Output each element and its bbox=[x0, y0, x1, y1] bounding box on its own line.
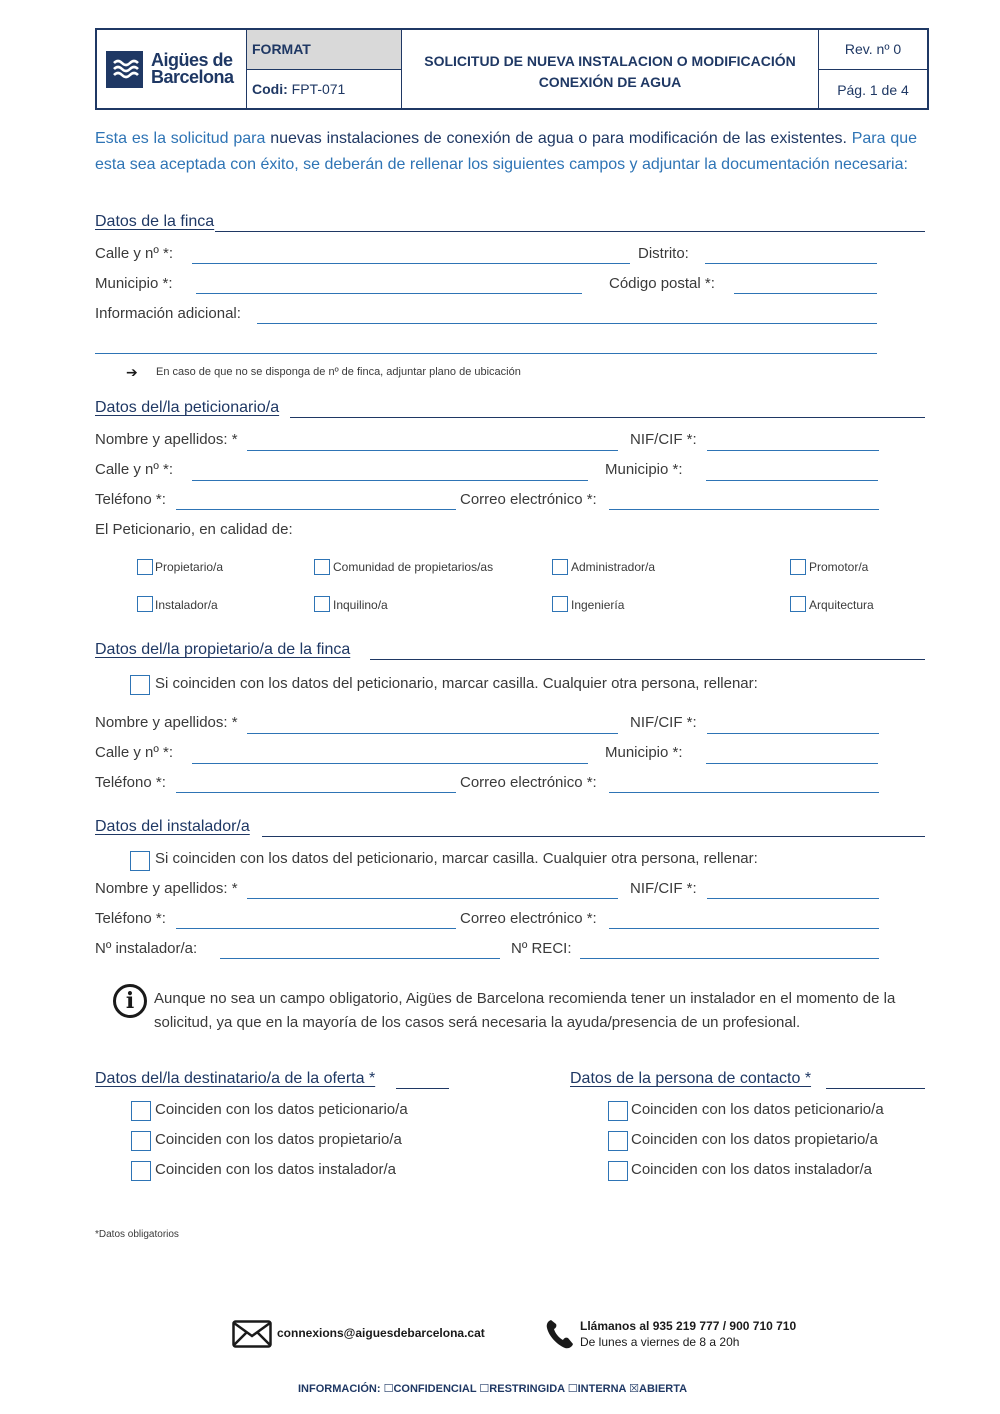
intro-paragraph bbox=[95, 126, 917, 178]
format-label: FORMAT bbox=[247, 30, 402, 70]
info-text: Aunque no sea un campo obligatorio, Aigües de Barcelona recomienda tener un instalador en el momento de la solicitud, ya que en la mayoría de los casos será necesaria la ayuda/presencia de un profesional. bbox=[154, 990, 896, 1031]
label-telefono: Teléfono *: bbox=[95, 910, 166, 927]
document-title bbox=[402, 30, 819, 108]
section-rule bbox=[215, 231, 925, 232]
checkbox-arquitectura[interactable] bbox=[790, 596, 806, 612]
class-restringida: RESTRINGIDA bbox=[489, 1383, 565, 1395]
input-num-instalador[interactable] bbox=[220, 958, 500, 959]
document-header bbox=[95, 28, 929, 110]
label-municipio: Municipio *: bbox=[95, 275, 173, 292]
class-confidencial: CONFIDENCIAL bbox=[393, 1383, 477, 1395]
label-calle: Calle y nº *: bbox=[95, 245, 174, 262]
section-rule bbox=[396, 1088, 449, 1089]
intro-part-2: Para que esta sea aceptada con éxito, se deberán de rellenar los siguientes campos y adjuntar la documentación necesaria: bbox=[95, 130, 918, 173]
footnote: *Datos obligatorios bbox=[95, 1229, 179, 1240]
section-title-propietario: Datos del/la propietario/a de la finca bbox=[95, 641, 351, 658]
input-reci[interactable] bbox=[580, 958, 879, 959]
title-line-2: CONEXIÓN DE AGUA bbox=[538, 74, 682, 90]
input-correo[interactable] bbox=[609, 792, 879, 793]
checkbox-comunidad[interactable] bbox=[314, 559, 330, 575]
checkbox-propietario[interactable] bbox=[137, 559, 153, 575]
input-municipio[interactable] bbox=[196, 293, 582, 294]
checkbox-destinatario-propietario[interactable] bbox=[131, 1131, 151, 1151]
section-title-instalador: Datos del instalador/a bbox=[95, 818, 250, 835]
checkbox-empty-icon: ☐ bbox=[567, 1383, 578, 1395]
label-nif: NIF/CIF *: bbox=[630, 431, 697, 448]
revision: Rev. nº 0 bbox=[819, 30, 927, 70]
checkbox-label: Ingeniería bbox=[571, 598, 625, 612]
input-calle[interactable] bbox=[192, 763, 588, 764]
input-info-adicional-2[interactable] bbox=[95, 353, 877, 354]
intro-highlight: nuevas instalaciones de conexión de agua o para modificación de las existentes. bbox=[270, 130, 847, 147]
intro-part-1: Esta es la solicitud para bbox=[95, 130, 271, 147]
codi-value: FPT-071 bbox=[291, 81, 346, 97]
input-correo[interactable] bbox=[609, 509, 879, 510]
checkbox-label: Comunidad de propietarios/as bbox=[333, 560, 494, 574]
input-correo[interactable] bbox=[609, 928, 879, 929]
checkbox-contacto-instalador[interactable] bbox=[608, 1161, 628, 1181]
input-calle[interactable] bbox=[192, 480, 588, 481]
input-calle[interactable] bbox=[192, 263, 630, 264]
footer-email[interactable]: connexions@aiguesdebarcelona.cat bbox=[277, 1326, 485, 1340]
input-codigo-postal[interactable] bbox=[734, 293, 877, 294]
input-distrito[interactable] bbox=[705, 263, 877, 264]
check-label: Si coinciden con los datos del peticionario, marcar casilla. Cualquier otra persona, rellenar: bbox=[155, 675, 758, 692]
label-calle: Calle y nº *: bbox=[95, 744, 174, 761]
checkbox-promotor[interactable] bbox=[790, 559, 806, 575]
input-telefono[interactable] bbox=[176, 509, 456, 510]
option-label: Coinciden con los datos instalador/a bbox=[155, 1161, 396, 1178]
logo-text bbox=[151, 52, 234, 86]
checkbox-empty-icon: ☐ bbox=[479, 1383, 490, 1395]
option-label: Coinciden con los datos propietario/a bbox=[155, 1131, 402, 1148]
label-nombre: Nombre y apellidos: * bbox=[95, 714, 238, 731]
input-info-adicional[interactable] bbox=[257, 323, 877, 324]
section-title-peticionario: Datos del/la peticionario/a bbox=[95, 399, 280, 416]
title-line-1: SOLICITUD DE NUEVA INSTALACION O MODIFICACIÓN bbox=[424, 53, 796, 69]
waves-logo-icon bbox=[106, 51, 143, 88]
option-label: Coinciden con los datos peticionario/a bbox=[155, 1101, 408, 1118]
section-title-destinatario: Datos del/la destinatario/a de la oferta * bbox=[95, 1070, 376, 1087]
option-label: Coinciden con los datos instalador/a bbox=[631, 1161, 872, 1178]
phone-icon bbox=[545, 1318, 575, 1355]
input-nif[interactable] bbox=[707, 898, 879, 899]
section-rule bbox=[826, 1088, 925, 1089]
checkbox-propietario-coincide[interactable] bbox=[130, 675, 150, 695]
envelope-icon bbox=[232, 1320, 272, 1353]
input-nombre[interactable] bbox=[247, 733, 618, 734]
checkbox-label: Promotor/a bbox=[809, 560, 869, 574]
label-calle: Calle y nº *: bbox=[95, 461, 174, 478]
checkbox-empty-icon: ☐ bbox=[383, 1383, 394, 1395]
check-label: Si coinciden con los datos del peticionario, marcar casilla. Cualquier otra persona, rellenar: bbox=[155, 850, 758, 867]
checkbox-ingenieria[interactable] bbox=[552, 596, 568, 612]
label-nombre: Nombre y apellidos: * bbox=[95, 431, 238, 448]
input-nombre[interactable] bbox=[247, 898, 618, 899]
checkbox-label: Arquitectura bbox=[809, 598, 874, 612]
input-nombre[interactable] bbox=[247, 450, 618, 451]
checkbox-instalador[interactable] bbox=[137, 596, 153, 612]
checkbox-destinatario-instalador[interactable] bbox=[131, 1161, 151, 1181]
checkbox-label: Instalador/a bbox=[155, 598, 218, 612]
logo-line-1: Aigües de bbox=[151, 50, 233, 70]
label-correo: Correo electrónico *: bbox=[460, 774, 597, 791]
option-label: Coinciden con los datos peticionario/a bbox=[631, 1101, 884, 1118]
checkbox-contacto-propietario[interactable] bbox=[608, 1131, 628, 1151]
section-rule bbox=[262, 836, 925, 837]
checkbox-label: Administrador/a bbox=[571, 560, 656, 574]
section-title-contacto: Datos de la persona de contacto * bbox=[570, 1070, 812, 1087]
label-calidad: El Peticionario, en calidad de: bbox=[95, 521, 293, 538]
finca-note: En caso de que no se disponga de nº de finca, adjuntar plano de ubicación bbox=[156, 366, 521, 378]
label-municipio: Municipio *: bbox=[605, 744, 683, 761]
logo bbox=[97, 30, 247, 108]
label-nif: NIF/CIF *: bbox=[630, 714, 697, 731]
checkbox-destinatario-peticionario[interactable] bbox=[131, 1101, 151, 1121]
label-reci: Nº RECI: bbox=[511, 940, 572, 957]
input-municipio[interactable] bbox=[706, 763, 878, 764]
label-municipio: Municipio *: bbox=[605, 461, 683, 478]
class-interna: INTERNA bbox=[577, 1383, 627, 1395]
checkbox-inquilino[interactable] bbox=[314, 596, 330, 612]
input-nif[interactable] bbox=[707, 450, 879, 451]
logo-line-2: Barcelona bbox=[151, 67, 234, 87]
input-telefono[interactable] bbox=[176, 928, 456, 929]
page-number: Pág. 1 de 4 bbox=[837, 82, 909, 98]
checkbox-contacto-peticionario[interactable] bbox=[608, 1101, 628, 1121]
option-label: Coinciden con los datos propietario/a bbox=[631, 1131, 878, 1148]
section-rule bbox=[370, 659, 925, 660]
section-title-finca: Datos de la finca bbox=[95, 213, 215, 230]
label-distrito: Distrito: bbox=[638, 245, 689, 262]
input-telefono[interactable] bbox=[176, 792, 456, 793]
checkbox-instalador-coincide[interactable] bbox=[130, 851, 150, 871]
class-abierta: ABIERTA bbox=[639, 1383, 688, 1395]
input-nif[interactable] bbox=[707, 733, 879, 734]
label-codigo-postal: Código postal *: bbox=[609, 275, 715, 292]
classification-label: INFORMACIÓN: bbox=[298, 1383, 381, 1395]
checkbox-label: Inquilino/a bbox=[333, 598, 388, 612]
classification-bar bbox=[298, 1382, 687, 1395]
label-num-instalador: Nº instalador/a: bbox=[95, 940, 198, 957]
codi-label: Codi: bbox=[252, 81, 288, 97]
label-info-adicional: Información adicional: bbox=[95, 305, 241, 322]
label-telefono: Teléfono *: bbox=[95, 774, 166, 791]
checkbox-checked-icon: ☒ bbox=[629, 1383, 640, 1395]
label-nif: NIF/CIF *: bbox=[630, 880, 697, 897]
arrow-right-icon: ➔ bbox=[126, 364, 138, 380]
input-municipio[interactable] bbox=[706, 480, 878, 481]
label-correo: Correo electrónico *: bbox=[460, 910, 597, 927]
section-rule bbox=[290, 417, 925, 418]
document-code bbox=[247, 70, 402, 108]
checkbox-label: Propietario/a bbox=[155, 560, 224, 574]
checkbox-administrador[interactable] bbox=[552, 559, 568, 575]
footer-hours: De lunes a viernes de 8 a 20h bbox=[580, 1335, 740, 1349]
info-icon: i bbox=[113, 984, 147, 1018]
label-correo: Correo electrónico *: bbox=[460, 491, 597, 508]
label-nombre: Nombre y apellidos: * bbox=[95, 880, 238, 897]
footer-phone: Llámanos al 935 219 777 / 900 710 710 bbox=[580, 1319, 797, 1333]
label-telefono: Teléfono *: bbox=[95, 491, 166, 508]
